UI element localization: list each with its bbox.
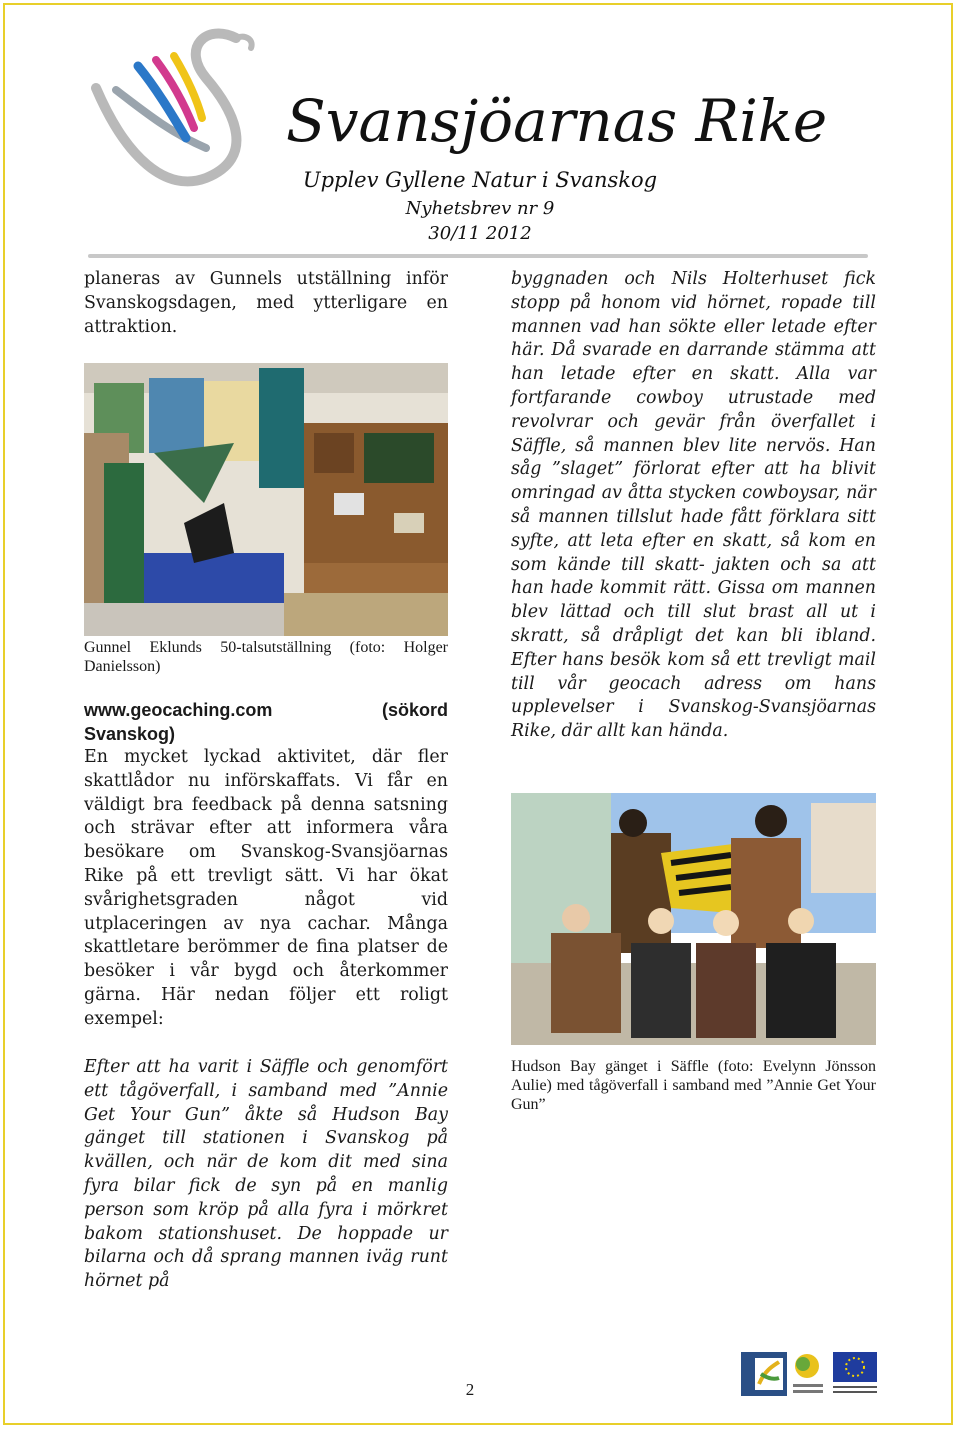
search-keyword-label: (sökord [381,700,448,720]
story-part-one: Efter att ha varit i Säffle och genomfört ett tågöverfall, i samband med ”Annie Get Your Gun” åkte så Hudson Bay gänget till stationen i Svanskog på kvällen, och när de kom dit med sina fyra bilar fick de syn på en manlig person som kröp på alla fyra i mörkret bakom stationshuset. De hoppade ur bilarna och då sprang mannen iväg runt hörnet på [84,1057,448,1292]
vastra-leader-logo [793,1354,823,1393]
exhibition-photo [84,363,448,636]
exhibition-photo-caption: Gunnel Eklunds 50-talsutställning (foto: Holger Danielsson) [84,639,448,675]
header-divider [88,254,868,258]
masthead-title: Svansjöarnas Rike [286,87,828,155]
search-keyword-value: Svanskog) [84,724,176,744]
swan-logo [86,18,266,203]
intro-paragraph: planeras av Gunnels utställning inför Svanskogsdagen, med ytterligare en attraktion. [84,269,448,337]
hudson-bay-photo-caption: Hudson Bay gänget i Säffle (foto: Evelynn Jönsson Aulie) med tågöverfall i samband med ”Annie Get Your Gun” [511,1058,876,1113]
geocaching-link[interactable]: www.geocaching.com [84,700,273,720]
story-part-two: byggnaden och Nils Holterhuset fick stopp på honom vid hörnet, ropade till mannen vad han sökte eller letade efter här. Då svarade en darrande stämma att han letade efter en skatt. Alla var fortfarande cowboy utrustade med revolvrar och gevär från överfallet i Säffle, så mannen blev lite nervös. Han såg ”slaget” förlorat efter att ha blivit omringad av åtta stycken cowboysar, när så mannen tillslut hade fått förklara sitt syfte, att leta efter en skatt, så kom en som kände till skatt- jakten och sa att han hade kommit rätt. Gissa om mannen blev lättad och till slut brast all ut i skratt, så dråpligt det kan bli ibland. Efter hans besök kom så ett trevligt mail till vår geocach adress om hans upplevelser i Svanskog-Svansjöarnas Rike, där allt kan hända. [511,269,876,742]
page-number: 2 [465,1380,475,1399]
masthead-tagline: Upplev Gyllene Natur i Svanskog [302,168,658,192]
issue-date: 30/11 2012 [428,223,532,244]
leader-logo [741,1352,787,1396]
geocaching-body: En mycket lyckad aktivitet, där fler skattlådor nu införskaffats. Vi får en väldigt bra feedback på denna satsning och strävar efter att informera våra besökare om Svanskog-Svansjöarnas Rike på ett trevligt sätt. Vi har ökat svårighetsgraden något vid utplaceringen av nya cachar. Många skattletare berömmer de fina platser de besöker i vår bygd och återkommer gärna. Här nedan följer ett roligt exempel: [84,747,448,1029]
geocaching-heading [84,698,448,746]
issue-number: Nyhetsbrev nr 9 [405,198,555,219]
funder-logos [741,1350,879,1400]
hudson-bay-photo [511,793,876,1045]
eu-flag-logo [833,1352,877,1393]
